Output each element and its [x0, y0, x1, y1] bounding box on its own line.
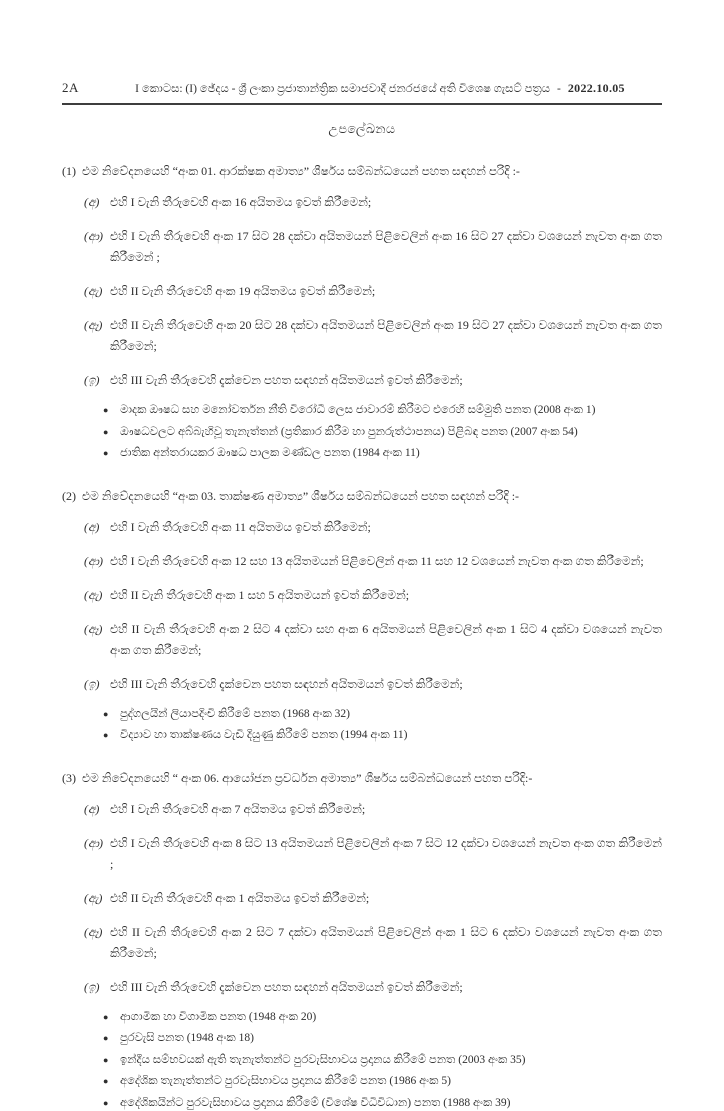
- act-list-item: [103, 1073, 662, 1090]
- bullet-icon: ●: [103, 1073, 120, 1090]
- section-number: (2): [62, 489, 76, 503]
- act-name: විද්‍යාව හා තාක්ෂණය වැඩි දියුණු කිරීමේ පනත (1994 අංක 11): [120, 727, 662, 744]
- act-list: [62, 706, 662, 744]
- clause-item: [62, 315, 662, 357]
- act-name: ඖෂධවලට අබ්බැහිවූ තැනැත්තන් (ප්‍රතිකාර කිරීම හා පුනරුත්ථාපනය) පිළිබඳ පනත (2007 අංක 54): [120, 424, 662, 441]
- section-3: [62, 771, 662, 1111]
- clause-item: [62, 281, 662, 302]
- bullet-icon: ●: [103, 727, 120, 744]
- act-list-item: [103, 1030, 662, 1047]
- section-intro: [62, 164, 662, 179]
- clause-label: (ඉ): [84, 370, 110, 391]
- clause-item: [62, 674, 662, 695]
- act-list-item: [103, 727, 662, 744]
- section-intro: [62, 489, 662, 504]
- clause-text: එහි II වැනි තීරුවෙහි අංක 19 අයිතමය ඉවත් කිරීමෙන්;: [110, 281, 662, 302]
- act-name: අදේශික තැනැත්තන්ට පුරවැසිභාවය ප්‍රදානය කිරීමේ පනත (1986 අංක 5): [120, 1073, 662, 1090]
- gazette-title: I කොටස: (I) ඡේදය - ශ්‍රී ලංකා ප්‍රජාතාන්ත්‍රික සමාජවාදී ජනරජයේ අති විශෙෂ ගැසට් පත්‍රය: [135, 83, 550, 95]
- header-rule: [62, 103, 662, 105]
- clause-text: එහි II වැනි තීරුවෙහි අංක 1 අයිතමය ඉවත් කිරීමෙන්;: [110, 888, 662, 909]
- header-separator: -: [557, 83, 561, 95]
- clause-label: (ආ): [84, 551, 110, 572]
- act-name: අදේශිකයින්ට පුරවැසිභාවය ප්‍රදානය කිරීමේ (විශේෂ විධිවිධාන) පනත (1988 අංක 39): [120, 1095, 662, 1111]
- clause-label: (ඉ): [84, 977, 110, 998]
- bullet-icon: ●: [103, 1030, 120, 1047]
- bullet-icon: ●: [103, 1009, 120, 1026]
- bullet-icon: ●: [103, 424, 120, 441]
- clause-item: [62, 551, 662, 572]
- clause-label: (අ): [84, 517, 110, 538]
- clause-item: [62, 922, 662, 964]
- clause-text: එහි II වැනි තීරුවෙහි අංක 20 සිට 28 දක්වා අයිතමයන් පිළිවෙලින් අංක 19 සිට 27 දක්වා වශයෙන් නැවත අංක ගත කිරීමෙන්;: [110, 315, 662, 357]
- clause-label: (ඇ): [84, 585, 110, 606]
- clause-item: [62, 585, 662, 606]
- clause-label: (ආ): [84, 226, 110, 268]
- section-intro-text: එම නිවේදනයෙහි “අංක 01. ආරක්ෂක අමාත්‍ය” ශීර්ෂය සම්බන්ධයෙන් පහත සඳහන් පරිදි :-: [82, 164, 520, 178]
- clause-item: [62, 370, 662, 391]
- clause-text: එහි I වැනි තීරුවෙහි අංක 11 අයිතමය ඉවත් කිරීමෙන්;: [110, 517, 662, 538]
- clause-text: එහි I වැනි තීරුවෙහි අංක 17 සිට 28 දක්වා අයිතමයන් පිළිවෙලින් අංක 16 සිට 27 දක්වා වශයෙන් නැවත අංක ගත කිරීමෙන් ;: [110, 226, 662, 268]
- bullet-icon: ●: [103, 402, 120, 419]
- clause-text: එහි III වැනි තීරුවෙහි දැක්වෙන පහත සඳහන් අයිතමයන් ඉවත් කිරීමෙන්;: [110, 977, 662, 998]
- clause-label: (ඇ): [84, 281, 110, 302]
- clause-text: එහි I වැනි තීරුවෙහි අංක 12 සහ 13 අයිතමයන් පිළිවෙලින් අංක 11 සහ 12 වශයෙන් නැවත අංක ගත කිරීමෙන්;: [110, 551, 662, 572]
- clause-label: (ආ): [84, 833, 110, 875]
- clause-label: (ඈ): [84, 315, 110, 357]
- clause-text: එහි II වැනි තීරුවෙහි අංක 2 සිට 7 දක්වා අයිතමයන් පිළිවෙලින් අංක 1 සිට 6 දක්වා වශයෙන් නැවත අංක ගත කිරීමෙන්;: [110, 922, 662, 964]
- act-list-item: [103, 1009, 662, 1026]
- section-intro-text: එම නිවේදනයෙහි “ අංක 06. ආයෝජන ප්‍රවර්ධන අමාත්‍ය” ශීර්ෂය සම්බන්ධයෙන් පහත පරිදි:-: [82, 771, 532, 785]
- act-list-item: [103, 445, 662, 462]
- act-name: මාදක ඖෂධ සහ මනෝවර්තන නීති විරෝධී ලෙස ජාවාරම් කිරීමට එරෙහි සම්මුති පනත (2008 අංක 1): [120, 402, 662, 419]
- section-1: [62, 164, 662, 462]
- clause-item: [62, 888, 662, 909]
- clause-text: එහි II වැනි තීරුවෙහි අංක 2 සිට 4 දක්වා සහ අංක 6 අයිතමයන් පිළිවෙලින් අංක 1 සිට 4 දක්වා වශයෙන් නැවත අංක ගත කිරීමෙන්;: [110, 619, 662, 661]
- bullet-icon: ●: [103, 1052, 120, 1069]
- act-name: ජාතික අන්තරායකර ඖෂධ පාලක මණ්ඩල පනත (1984 අංක 11): [120, 445, 662, 462]
- act-list-item: [103, 1095, 662, 1111]
- act-list-item: [103, 402, 662, 419]
- clause-item: [62, 977, 662, 998]
- clause-text: එහි I වැනි තීරුවෙහි අංක 16 අයිතමය ඉවත් කිරීමෙන්;: [110, 192, 662, 213]
- section-2: [62, 489, 662, 744]
- section-intro: [62, 771, 662, 786]
- act-list-item: [103, 1052, 662, 1069]
- clause-text: එහි II වැනි තීරුවෙහි අංක 1 සහ 5 අයිතමයන් ඉවත් කිරීමෙන්;: [110, 585, 662, 606]
- act-name: පුරවැසි පනත (1948 අංක 18): [120, 1030, 662, 1047]
- bullet-icon: ●: [103, 445, 120, 462]
- clause-label: (අ): [84, 799, 110, 820]
- section-number: (1): [62, 164, 76, 178]
- act-name: පුද්ගලයින් ලියාපදිංචි කිරීමේ පනත (1968 අංක 32): [120, 706, 662, 723]
- clause-item: [62, 799, 662, 820]
- clause-text: එහි III වැනි තීරුවෙහි දැක්වෙන පහත සඳහන් අයිතමයන් ඉවත් කිරීමෙන්;: [110, 674, 662, 695]
- clause-label: (ඈ): [84, 619, 110, 661]
- page-number: 2A: [62, 80, 108, 96]
- section-intro-text: එම නිවේදනයෙහි “අංක 03. තාක්ෂණ අමාත්‍ය” ශීර්ෂය සම්බන්ධයෙන් පහත සඳහන් පරිදි :-: [82, 489, 519, 503]
- clause-label: (ඇ): [84, 888, 110, 909]
- clause-label: (අ): [84, 192, 110, 213]
- clause-item: [62, 619, 662, 661]
- bullet-icon: ●: [103, 706, 120, 723]
- schedule-heading: උපලේඛනය: [62, 122, 662, 137]
- act-name: ඉන්දීය සම්භවයක් ඇති තැනැත්තන්ට පුරවැසිභාවය ප්‍රදානය කිරීමේ පනත (2003 අංක 35): [120, 1052, 662, 1069]
- clause-text: එහි III වැනි තීරුවෙහි දැක්වෙන පහත සඳහන් අයිතමයන් ඉවත් කිරීමෙන්;: [110, 370, 662, 391]
- clause-item: [62, 192, 662, 213]
- bullet-icon: ●: [103, 1095, 120, 1111]
- clause-text: එහි I වැනි තීරුවෙහි අංක 8 සිට 13 අයිතමයන් පිළිවෙලින් අංක 7 සිට 12 දක්වා වශයෙන් නැවත අංක ගත කිරීමෙන් ;: [110, 833, 662, 875]
- act-list-item: [103, 424, 662, 441]
- clause-label: (ඉ): [84, 674, 110, 695]
- act-name: ආගාමික හා විගාමික පනත (1948 අංක 20): [120, 1009, 662, 1026]
- clause-item: [62, 517, 662, 538]
- gazette-header-line: [108, 81, 652, 96]
- clause-item: [62, 226, 662, 268]
- clause-text: එහි I වැනි තීරුවෙහි අංක 7 අයිතමය ඉවත් කිරීමෙන්;: [110, 799, 662, 820]
- act-list-item: [103, 706, 662, 723]
- page-header: [62, 80, 662, 96]
- section-number: (3): [62, 771, 76, 785]
- gazette-date: 2022.10.05: [568, 81, 625, 95]
- clause-label: (ඈ): [84, 922, 110, 964]
- clause-item: [62, 833, 662, 875]
- act-list: [62, 402, 662, 462]
